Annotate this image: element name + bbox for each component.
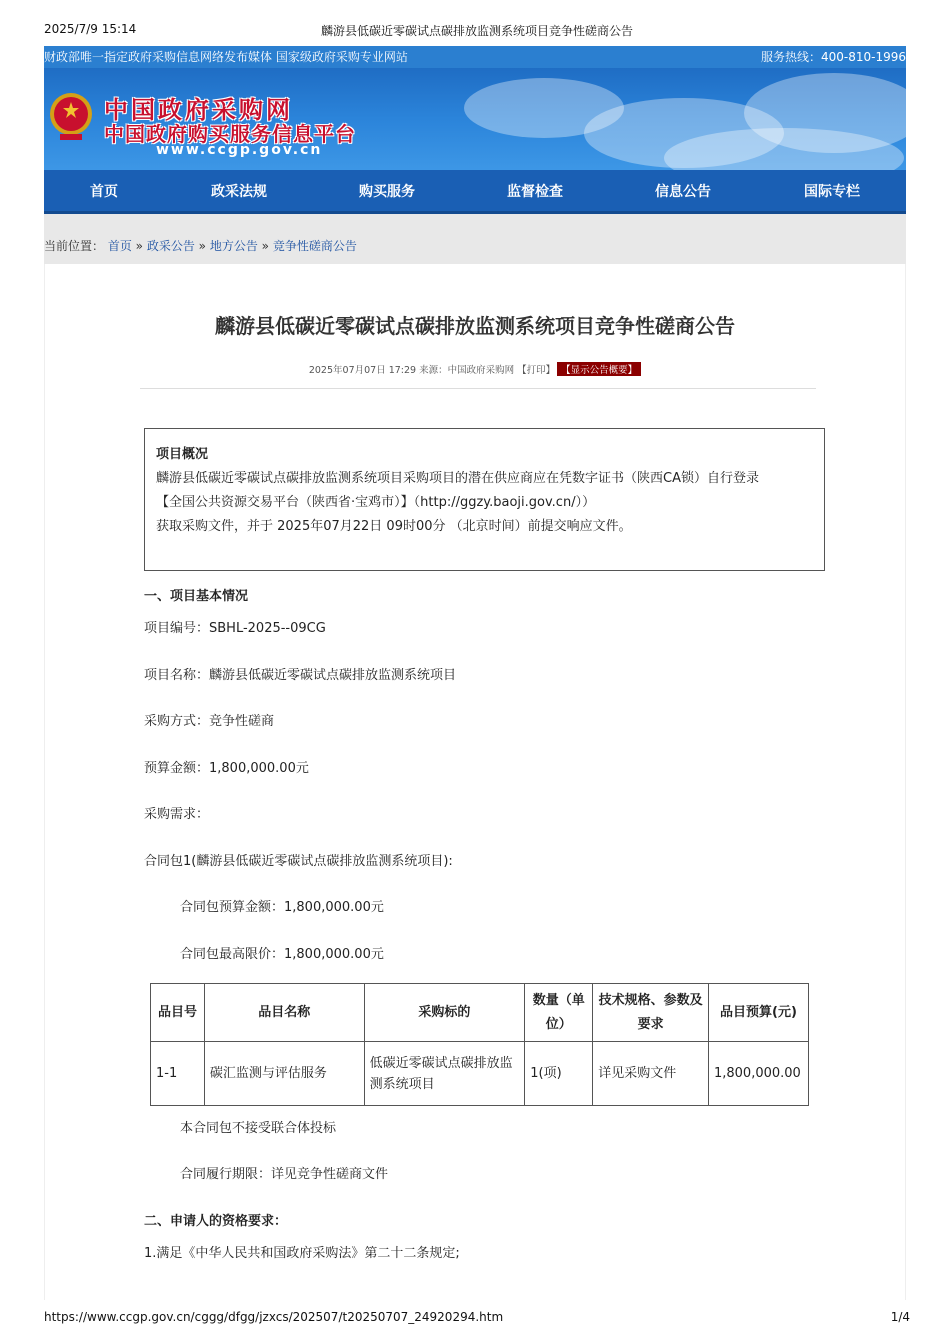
nav-international[interactable]: 国际专栏 — [804, 184, 860, 200]
breadcrumb-current[interactable]: 竞争性磋商公告 — [272, 239, 357, 253]
cell-budget: 1,800,000.00 — [708, 1042, 808, 1106]
national-emblem-icon — [48, 90, 94, 144]
package-max-price: 合同包最高限价：1,800,000.00元 — [180, 947, 384, 962]
col-quantity-line1: 数量（单 — [532, 992, 585, 1008]
table-row — [151, 1042, 809, 1106]
nav-purchase-services[interactable]: 购买服务 — [359, 184, 415, 200]
breadcrumb-separator: » — [194, 239, 210, 253]
media-slogan: 财政部唯一指定政府采购信息网络发布媒体 国家级政府采购专业网站 — [44, 50, 408, 64]
cell-quantity: 1(项) — [525, 1042, 593, 1106]
page-url: https://www.ccgp.gov.cn/cggg/dfgg/jzxcs/202507/t20250707_24920294.htm — [44, 1310, 504, 1324]
breadcrumb-bar — [44, 214, 906, 264]
divider — [140, 388, 816, 389]
items-table — [150, 983, 809, 1106]
cell-target-line1: 低碳近零碳试点碳排放监 — [369, 1055, 513, 1071]
overview-line: 【全国公共资源交易平台（陕西省·宝鸡市）】（http://ggzy.baoji.gov.cn/）） — [156, 495, 596, 510]
logo-subtitle[interactable]: 中国政府购买服务信息平台 — [104, 122, 356, 146]
print-header — [44, 22, 910, 40]
procurement-demand: 采购需求： — [144, 807, 210, 822]
overview-line: 麟游县低碳近零碳试点碳排放监测系统项目采购项目的潜在供应商应在凭数字证书（陕西CA锁）自行登录 — [156, 471, 759, 486]
table-header-row — [151, 984, 809, 1042]
top-info-bar — [44, 46, 906, 68]
cell-item-name: 碳汇监测与评估服务 — [204, 1042, 364, 1106]
nav-home[interactable]: 首页 — [90, 184, 118, 200]
col-quantity — [525, 984, 593, 1042]
nav-regulations[interactable]: 政采法规 — [211, 184, 267, 200]
overview-line: 获取采购文件，并于 2025年07月22日 09时00分 （北京时间）前提交响应文件。 — [156, 519, 632, 534]
cell-target-line2: 测系统项目 — [369, 1076, 435, 1092]
breadcrumb — [44, 237, 357, 254]
breadcrumb-separator: » — [257, 239, 273, 253]
content-frame — [44, 264, 906, 1300]
page-number: 1/4 — [890, 1310, 910, 1324]
site-banner — [44, 68, 906, 170]
article-meta — [44, 362, 906, 376]
cell-item-no: 1-1 — [151, 1042, 205, 1106]
qualification-item-1: 1.满足《中华人民共和国政府采购法》第二十二条规定; — [144, 1246, 460, 1261]
article-title: 麟游县低碳近零碳试点碳排放监测系统项目竞争性磋商公告 — [215, 314, 735, 338]
logo-url: www.ccgp.gov.cn — [156, 142, 323, 158]
service-hotline: 服务热线：400-810-1996 — [760, 50, 906, 64]
breadcrumb-prefix: 当前位置： — [44, 239, 105, 253]
article-meta-text: 2025年07月07日 17:29 来源：中国政府采购网 【打印】 — [308, 365, 556, 376]
show-summary-button[interactable]: 【显示公告概要】 — [557, 362, 641, 376]
col-item-no: 品目号 — [151, 984, 205, 1042]
project-number: 项目编号：SBHL-2025--09CG — [144, 621, 326, 636]
main-nav — [44, 170, 906, 214]
procurement-method: 采购方式：竞争性磋商 — [144, 714, 275, 729]
nav-announcements[interactable]: 信息公告 — [655, 184, 711, 200]
package-budget: 合同包预算金额：1,800,000.00元 — [180, 900, 384, 915]
breadcrumb-announcements[interactable]: 政采公告 — [146, 239, 195, 253]
project-overview-box — [144, 428, 825, 571]
project-name: 项目名称：麟游县低碳近零碳试点碳排放监测系统项目 — [144, 668, 457, 683]
contract-term: 合同履行期限：详见竞争性磋商文件 — [180, 1167, 389, 1182]
col-quantity-line2: 位） — [545, 1016, 572, 1032]
section2-heading: 二、申请人的资格要求： — [144, 1214, 288, 1229]
col-item-name: 品目名称 — [204, 984, 364, 1042]
contract-package: 合同包1(麟游县低碳近零碳试点碳排放监测系统项目): — [144, 854, 453, 869]
breadcrumb-local[interactable]: 地方公告 — [209, 239, 258, 253]
col-target: 采购标的 — [364, 984, 525, 1042]
col-budget: 品目预算(元) — [708, 984, 808, 1042]
no-consortium-note: 本合同包不接受联合体投标 — [180, 1121, 337, 1136]
print-title: 麟游县低碳近零碳试点碳排放监测系统项目竞争性磋商公告 — [320, 24, 633, 38]
print-datetime: 2025/7/9 15:14 — [44, 22, 137, 36]
print-footer — [44, 1310, 910, 1324]
logo-title[interactable]: 中国政府采购网 — [104, 96, 293, 124]
col-spec-line1: 技术规格、参数及 — [598, 992, 703, 1008]
breadcrumb-home[interactable]: 首页 — [107, 239, 132, 253]
section1-heading: 一、项目基本情况 — [144, 589, 249, 604]
col-spec-line2: 要求 — [637, 1016, 664, 1032]
col-spec — [593, 984, 709, 1042]
budget-amount: 预算金额：1,800,000.00元 — [144, 761, 309, 776]
nav-supervision[interactable]: 监督检查 — [507, 184, 563, 200]
cell-spec: 详见采购文件 — [593, 1042, 709, 1106]
overview-title: 项目概况 — [156, 447, 209, 462]
cell-target — [364, 1042, 525, 1106]
breadcrumb-separator: » — [131, 239, 147, 253]
